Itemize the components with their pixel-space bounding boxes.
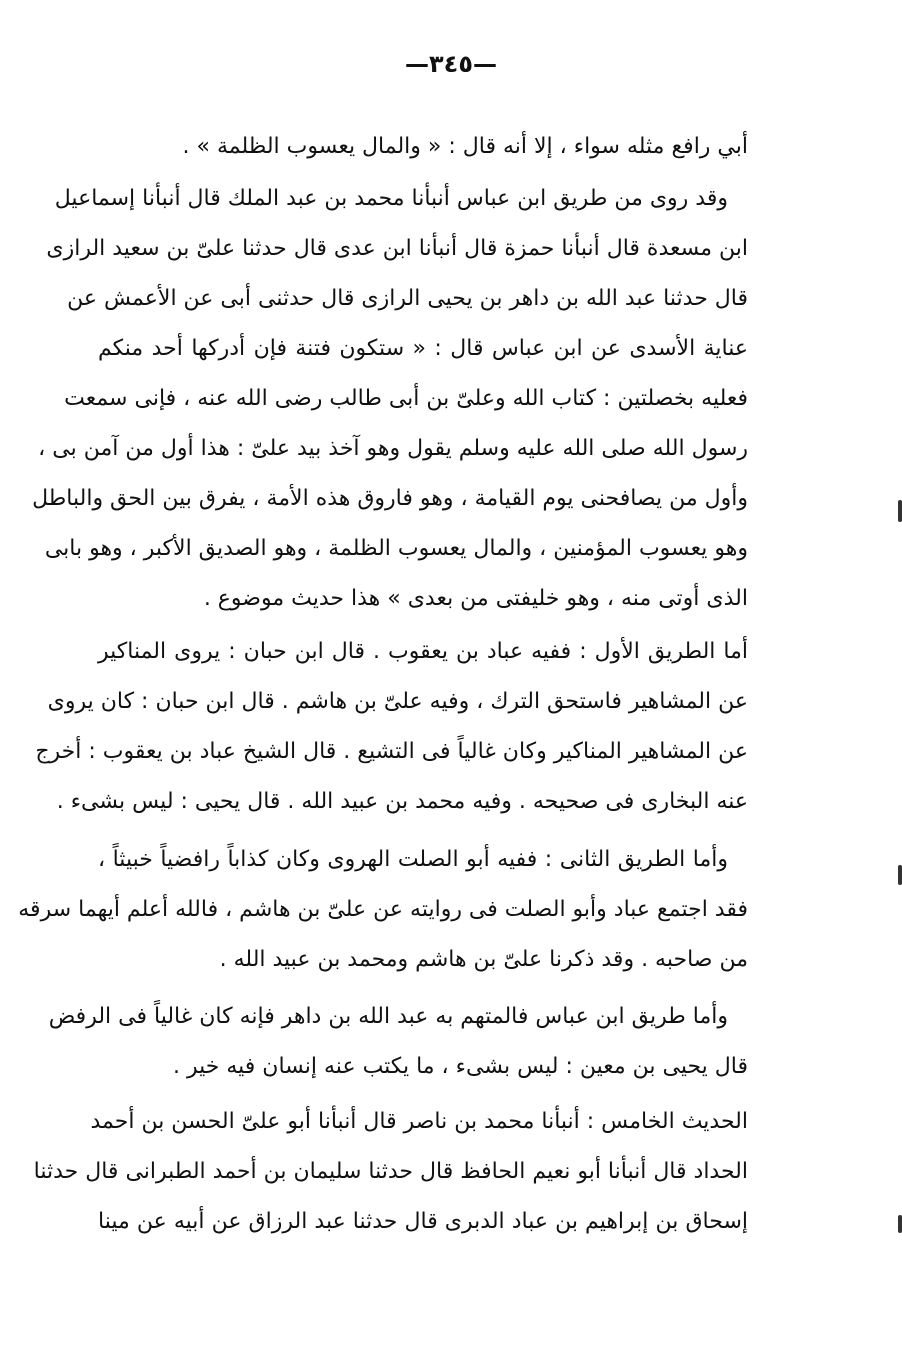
text-line: قال حدثنا عبد الله بن داهر بن يحيى الرازى قال حدثنى أبى عن الأعمش عن	[67, 286, 748, 311]
text-line: الذى أوتى منه ، وهو خليفتى من بعدى » هذا حديث موضوع .	[203, 586, 748, 611]
paragraph-5	[48, 992, 748, 1092]
text-line: أبي رافع مثله سواء ، إلا أنه قال : « والمال يعسوب الظلمة » .	[182, 134, 748, 159]
text-line: وهو يعسوب المؤمنين ، والمال يعسوب الظلمة ، وهو الصديق الأكبر ، وهو بابى	[44, 536, 748, 561]
text-line: عن المشاهير فاستحق الترك ، وفيه علىّ بن هاشم . قال ابن حبان : كان يروى	[47, 689, 748, 714]
text-line: عنه البخارى فى صحيحه . وفيه محمد بن عبيد الله . قال يحيى : ليس بشىء .	[56, 789, 748, 814]
text-line: وقد روى من طريق ابن عباس أنبأنا محمد بن عبد الملك قال أنبأنا إسماعيل	[54, 186, 728, 211]
text-line: إسحاق بن إبراهيم بن عباد الدبرى قال حدثنا عبد الرزاق عن أبيه عن مينا	[98, 1209, 748, 1234]
text-line: أما الطريق الأول : ففيه عباد بن يعقوب . قال ابن حبان : يروى المناكير	[98, 639, 748, 664]
paragraph-2	[32, 174, 748, 624]
paragraph-4	[18, 835, 748, 985]
page-number: —٣٤٥—	[405, 50, 497, 78]
text-line: عن المشاهير المناكير وكان غالياً فى التشيع . قال الشيخ عباد بن يعقوب : أخرج	[35, 739, 748, 764]
text-line: رسول الله صلى الله عليه وسلم يقول وهو آخذ بيد علىّ : هذا أول من آمن بى ،	[38, 436, 748, 461]
text-line: وأما طريق ابن عباس فالمتهم به عبد الله بن داهر فإنه كان غالياً فى الرفض	[48, 1004, 728, 1029]
scan-edge-mark	[898, 1215, 902, 1233]
text-line: الحديث الخامس : أنبأنا محمد بن ناصر قال أنبأنا أبو علىّ الحسن بن أحمد	[90, 1109, 748, 1134]
text-line: قال يحيى بن معين : ليس بشىء ، ما يكتب عنه إنسان فيه خير .	[173, 1054, 748, 1079]
paragraph-1	[98, 122, 748, 172]
text-line: عناية الأسدى عن ابن عباس قال : « ستكون فتنة فإن أدركها أحد منكم	[98, 336, 748, 361]
text-line: وأول من يصافحنى يوم القيامة ، وهو فاروق هذه الأمة ، يفرق بين الحق والباطل	[32, 486, 748, 511]
text-line: فقد اجتمع عباد وأبو الصلت فى روايته عن علىّ بن هاشم ، فالله أعلم أيهما سرقه	[18, 897, 748, 922]
text-line: من صاحبه . وقد ذكرنا علىّ بن هاشم ومحمد بن عبيد الله .	[219, 947, 748, 972]
paragraph-3	[35, 627, 748, 827]
scan-edge-mark	[898, 865, 902, 885]
text-line: الحداد قال أنبأنا أبو نعيم الحافظ قال حدثنا سليمان بن أحمد الطبرانى قال حدثنا	[33, 1159, 748, 1184]
text-line: فعليه بخصلتين : كتاب الله وعلىّ بن أبى طالب رضى الله عنه ، فإنى سمعت	[64, 386, 748, 411]
text-line: ابن مسعدة قال أنبأنا حمزة قال أنبأنا ابن عدى قال حدثنا علىّ بن سعيد الرازى	[46, 236, 748, 261]
scan-edge-mark	[898, 500, 902, 522]
text-line: وأما الطريق الثانى : ففيه أبو الصلت الهروى وكان كذاباً رافضياً خبيثاً ،	[98, 847, 728, 872]
paragraph-6	[33, 1097, 748, 1247]
